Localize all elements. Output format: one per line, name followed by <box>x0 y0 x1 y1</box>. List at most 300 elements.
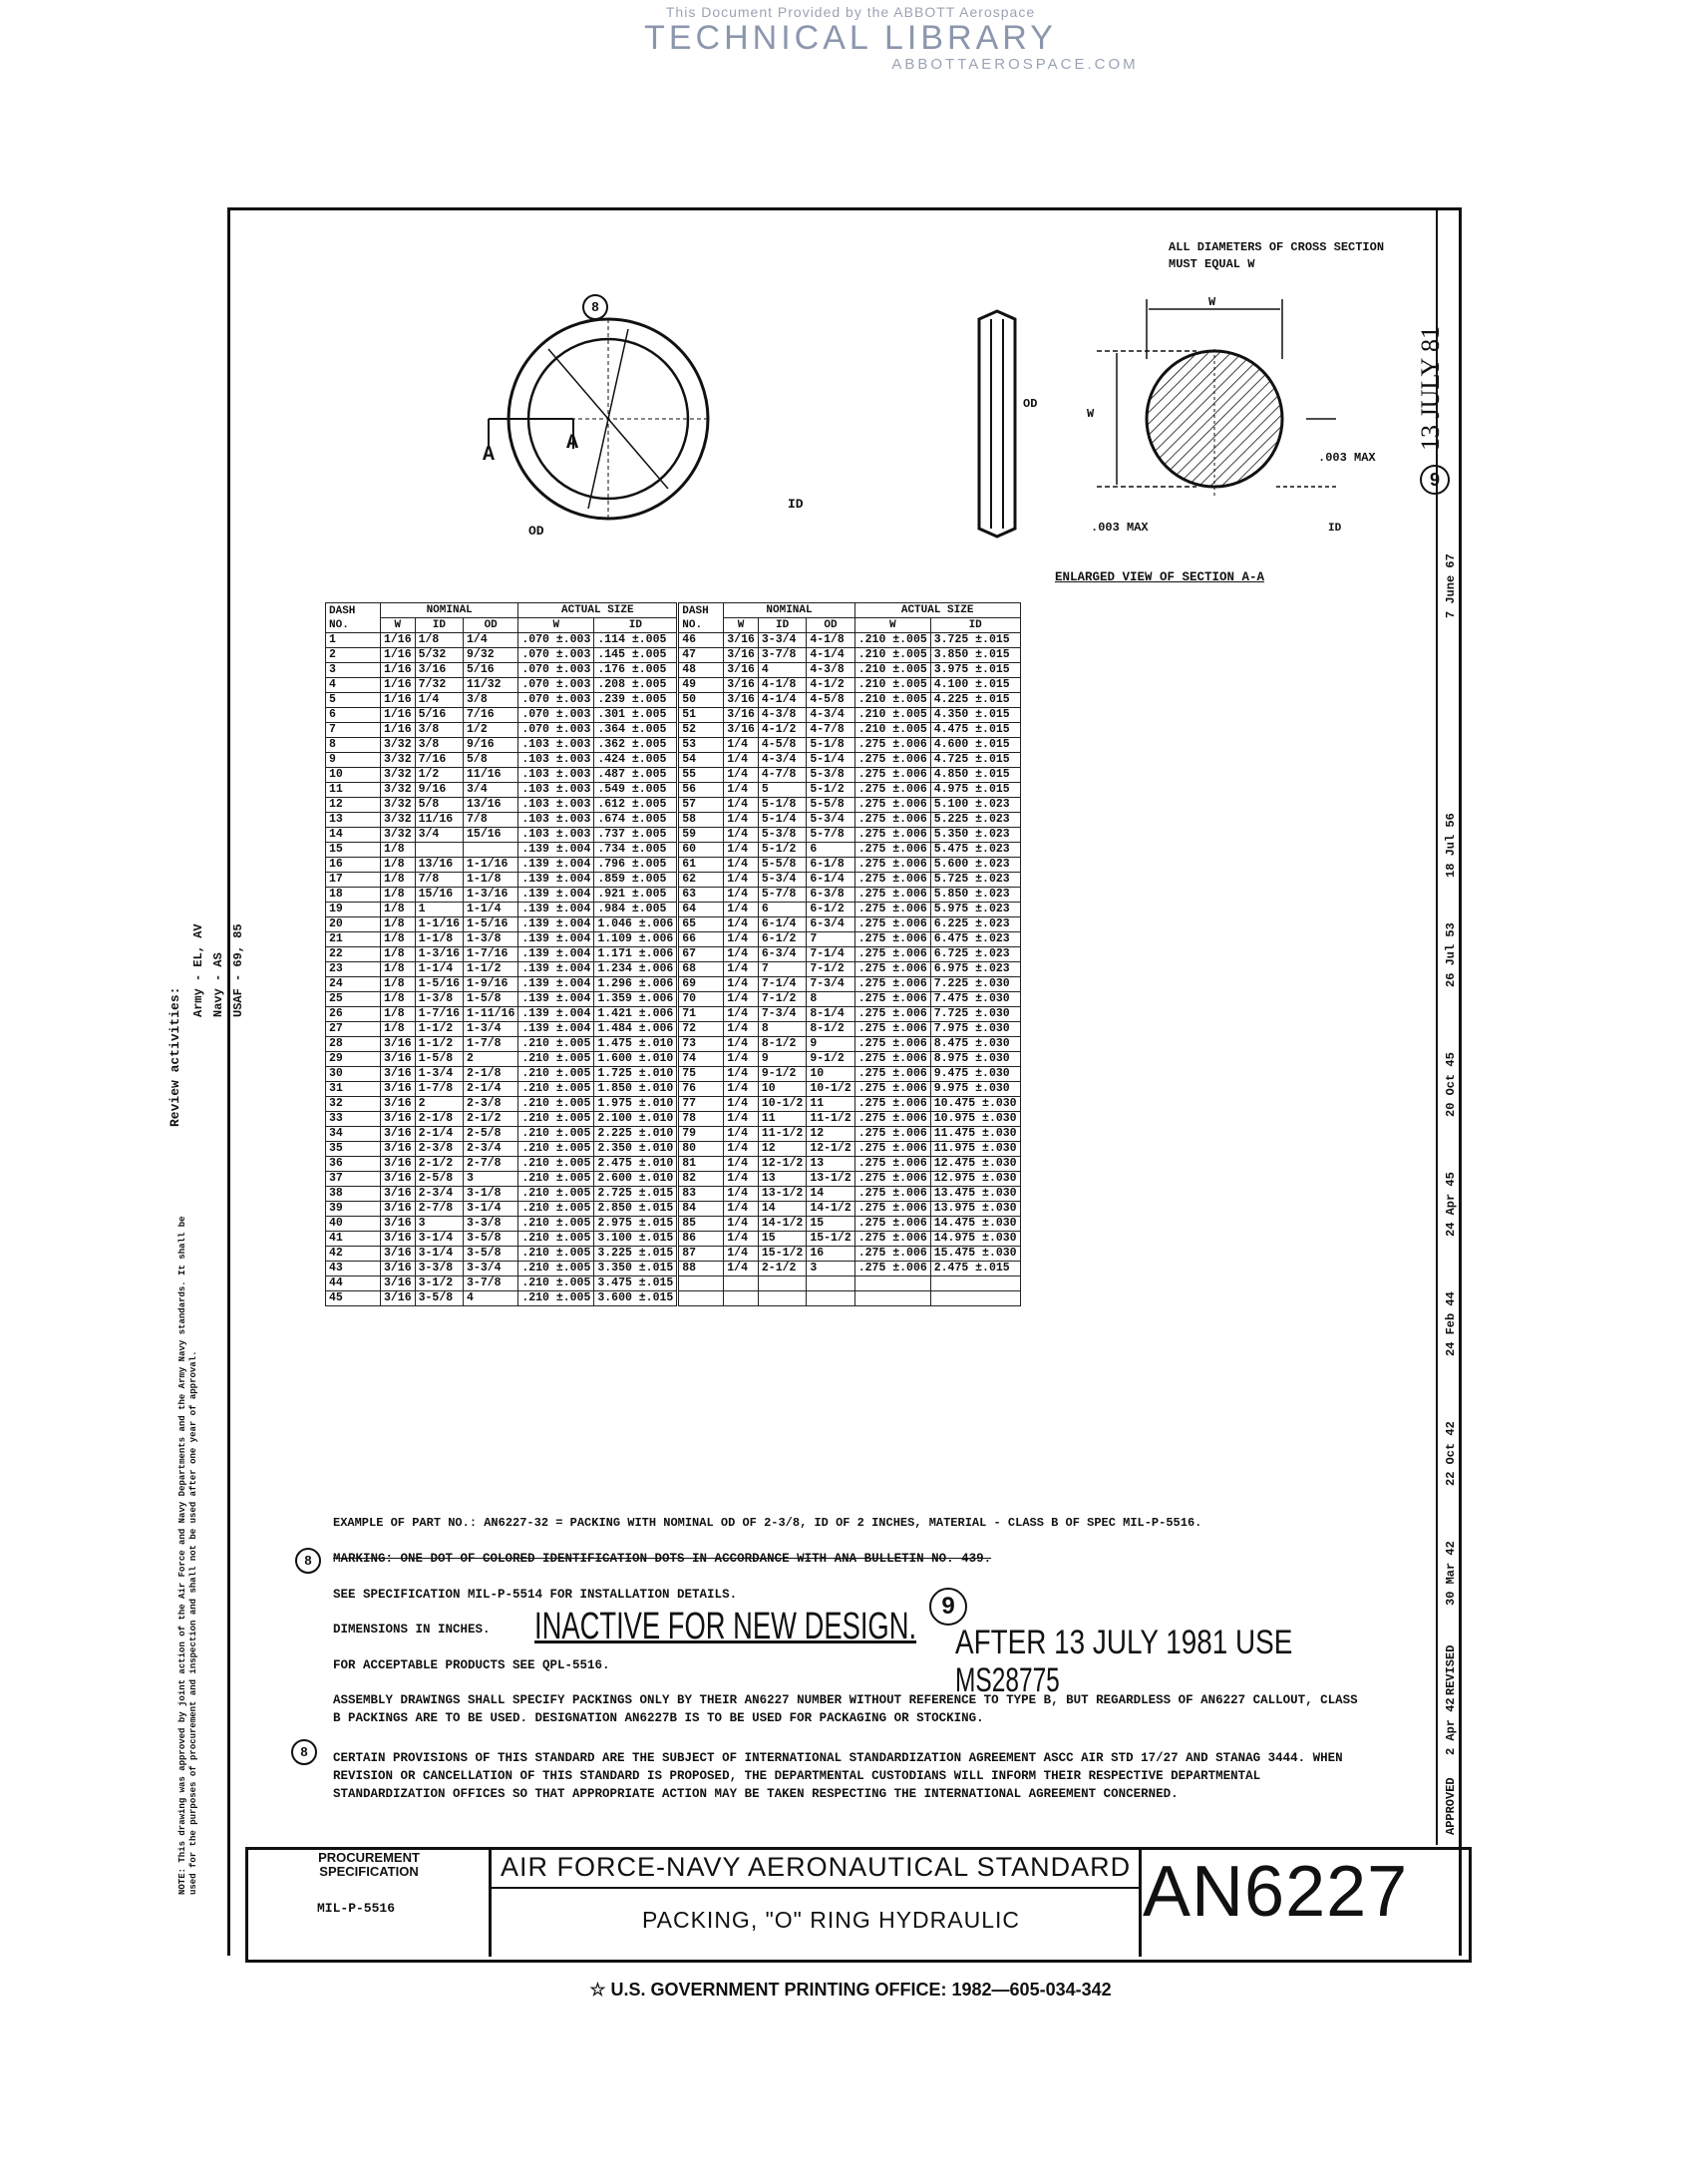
cell-left-act-id: .424 ±.005 <box>594 753 678 768</box>
cell-right-nom-w: 1/4 <box>724 813 759 828</box>
cell-left-act-id: 1.850 ±.010 <box>594 1082 678 1097</box>
cell-right-act-id: 8.975 ±.030 <box>930 1052 1020 1067</box>
cell-left-nom-id: 2-1/4 <box>415 1127 463 1142</box>
table-row <box>326 1232 1021 1247</box>
cell-right-nom-od: 4-1/8 <box>807 633 854 648</box>
cell-right-nom-id <box>758 1276 806 1291</box>
table-row <box>326 1276 1021 1291</box>
revision-9-date: 13 JULY 81 <box>1416 326 1445 451</box>
table-row <box>326 783 1021 798</box>
cell-right-act-id: 12.475 ±.030 <box>930 1157 1020 1172</box>
cell-right-nom-id: 4 <box>758 663 806 678</box>
cell-left-nom-od: 1/4 <box>464 633 518 648</box>
cell-left-dash: 39 <box>326 1202 381 1217</box>
cell-left-act-w: .070 ±.003 <box>518 693 594 708</box>
cell-right-act-w <box>854 1276 930 1291</box>
cell-left-nom-od: 2-5/8 <box>464 1127 518 1142</box>
cell-right-act-w: .275 ±.006 <box>854 1097 930 1112</box>
table-row <box>326 947 1021 962</box>
cell-right-nom-w: 1/4 <box>724 903 759 917</box>
cell-right-act-w <box>854 1291 930 1306</box>
header-actual-id: ID <box>594 618 678 633</box>
cell-right-dash: 67 <box>678 947 724 962</box>
cell-left-nom-id: 1-1/8 <box>415 932 463 947</box>
cell-right-act-w: .210 ±.005 <box>854 633 930 648</box>
cell-left-dash: 4 <box>326 678 381 693</box>
cell-right-nom-od: 7 <box>807 932 854 947</box>
cell-left-act-id: 1.975 ±.010 <box>594 1097 678 1112</box>
cell-right-nom-w <box>724 1276 759 1291</box>
cell-left-act-w: .070 ±.003 <box>518 648 594 663</box>
cell-left-dash: 41 <box>326 1232 381 1247</box>
cell-right-act-w: .275 ±.006 <box>854 768 930 783</box>
cell-left-act-id: 1.046 ±.006 <box>594 917 678 932</box>
marker-9-circle: 9 <box>929 1588 967 1626</box>
cell-right-dash: 69 <box>678 977 724 992</box>
cell-left-act-w: .210 ±.005 <box>518 1217 594 1232</box>
cell-left-act-w: .210 ±.005 <box>518 1082 594 1097</box>
cell-left-nom-od: 11/32 <box>464 678 518 693</box>
cell-left-act-w: .210 ±.005 <box>518 1232 594 1247</box>
cell-right-nom-w: 3/16 <box>724 678 759 693</box>
cell-right-act-w: .275 ±.006 <box>854 873 930 888</box>
cell-left-nom-w: 1/8 <box>381 992 416 1007</box>
cell-right-dash: 50 <box>678 693 724 708</box>
cell-left-nom-w: 3/32 <box>381 753 416 768</box>
cell-right-nom-od: 8 <box>807 992 854 1007</box>
header-od: OD <box>464 618 518 633</box>
table-row <box>326 723 1021 738</box>
revision-r2: 22 Oct 42 <box>1444 1421 1458 1486</box>
cell-left-dash: 42 <box>326 1247 381 1262</box>
cell-right-act-id: 4.850 ±.015 <box>930 768 1020 783</box>
cell-right-nom-id: 5-1/8 <box>758 798 806 813</box>
cell-left-nom-id: 1-1/4 <box>415 962 463 977</box>
cell-right-nom-od: 8-1/2 <box>807 1022 854 1037</box>
cell-left-nom-w: 3/16 <box>381 1232 416 1247</box>
header-actual-id-right: ID <box>930 618 1020 633</box>
cell-right-nom-id: 9-1/2 <box>758 1067 806 1082</box>
cell-right-nom-od: 8-1/4 <box>807 1007 854 1022</box>
cell-right-nom-od: 9 <box>807 1037 854 1052</box>
cell-left-act-id: .737 ±.005 <box>594 828 678 843</box>
cell-right-dash: 68 <box>678 962 724 977</box>
cell-right-nom-w: 1/4 <box>724 753 759 768</box>
cell-left-dash: 5 <box>326 693 381 708</box>
header-actual-w-right: W <box>854 618 930 633</box>
cell-left-nom-od: 7/8 <box>464 813 518 828</box>
cell-right-act-id: 11.975 ±.030 <box>930 1142 1020 1157</box>
cell-right-dash <box>678 1291 724 1306</box>
cell-right-nom-od: 12 <box>807 1127 854 1142</box>
cell-right-act-id: 3.975 ±.015 <box>930 663 1020 678</box>
cell-left-nom-id: 1-1/2 <box>415 1037 463 1052</box>
cell-left-nom-w: 3/16 <box>381 1262 416 1276</box>
cell-right-nom-w: 1/4 <box>724 798 759 813</box>
table-row <box>326 1202 1021 1217</box>
cell-left-act-id: 3.225 ±.015 <box>594 1247 678 1262</box>
cell-left-nom-w: 3/16 <box>381 1172 416 1187</box>
cell-left-nom-w: 1/8 <box>381 858 416 873</box>
cell-right-act-w: .275 ±.006 <box>854 1007 930 1022</box>
cell-left-nom-w: 3/16 <box>381 1097 416 1112</box>
table-row <box>326 1007 1021 1022</box>
cell-right-dash: 66 <box>678 932 724 947</box>
cell-right-act-w: .275 ±.006 <box>854 1127 930 1142</box>
revision-r4: 24 Apr 45 <box>1444 1172 1458 1237</box>
cell-right-nom-id: 4-3/4 <box>758 753 806 768</box>
cell-right-nom-w: 1/4 <box>724 1187 759 1202</box>
cell-right-dash: 62 <box>678 873 724 888</box>
cell-right-act-w: .275 ±.006 <box>854 813 930 828</box>
cell-left-act-w: .139 ±.004 <box>518 843 594 858</box>
cell-left-act-id: .734 ±.005 <box>594 843 678 858</box>
cell-right-dash: 76 <box>678 1082 724 1097</box>
cell-left-nom-id: 2 <box>415 1097 463 1112</box>
cell-left-nom-od: 1-1/16 <box>464 858 518 873</box>
cell-left-nom-id: 3-1/4 <box>415 1247 463 1262</box>
cell-right-act-id: 5.725 ±.023 <box>930 873 1020 888</box>
cell-left-nom-id: 1 <box>415 903 463 917</box>
cell-right-nom-id: 9 <box>758 1052 806 1067</box>
cell-right-act-w: .275 ±.006 <box>854 1217 930 1232</box>
cell-right-nom-id: 5-3/8 <box>758 828 806 843</box>
cell-right-nom-id: 13 <box>758 1172 806 1187</box>
cell-left-nom-w: 3/16 <box>381 1052 416 1067</box>
note-example: EXAMPLE OF PART NO.: AN6227-32 = PACKING WITH NOMINAL OD OF 2-3/8, ID OF 2 INCHES, MATERIAL - CLASS B OF SPEC MIL-P-5516. <box>333 1516 1202 1530</box>
cell-right-act-id: 4.225 ±.015 <box>930 693 1020 708</box>
cell-right-nom-w: 1/4 <box>724 1037 759 1052</box>
cell-left-nom-od: 1-1/8 <box>464 873 518 888</box>
cell-left-act-w: .070 ±.003 <box>518 678 594 693</box>
cell-right-nom-id: 2-1/2 <box>758 1262 806 1276</box>
cell-right-nom-id: 4-1/8 <box>758 678 806 693</box>
table-row <box>326 1097 1021 1112</box>
cell-left-dash: 29 <box>326 1052 381 1067</box>
cell-right-act-w: .275 ±.006 <box>854 798 930 813</box>
cell-left-nom-id: 2-5/8 <box>415 1172 463 1187</box>
cell-left-nom-od: 2-1/2 <box>464 1112 518 1127</box>
cell-left-nom-od: 1/2 <box>464 723 518 738</box>
cell-left-dash: 3 <box>326 663 381 678</box>
cell-left-act-w: .103 ±.003 <box>518 783 594 798</box>
cell-left-dash: 21 <box>326 932 381 947</box>
cell-right-act-id: 14.975 ±.030 <box>930 1232 1020 1247</box>
cell-right-nom-id: 6-1/4 <box>758 917 806 932</box>
cell-left-dash: 34 <box>326 1127 381 1142</box>
cell-right-act-w: .275 ±.006 <box>854 783 930 798</box>
library-line1: This Document Provided by the ABBOTT Aerospace <box>665 4 1036 20</box>
cell-right-nom-od: 5-5/8 <box>807 798 854 813</box>
cell-left-act-id: 1.475 ±.010 <box>594 1037 678 1052</box>
cell-left-act-w: .210 ±.005 <box>518 1276 594 1291</box>
cell-right-nom-w: 1/4 <box>724 738 759 753</box>
cell-right-nom-od: 14 <box>807 1187 854 1202</box>
cell-left-act-w: .210 ±.005 <box>518 1067 594 1082</box>
cell-right-dash: 77 <box>678 1097 724 1112</box>
revision-revised: REVISED <box>1444 1644 1458 1695</box>
cell-left-dash: 27 <box>326 1022 381 1037</box>
note-see-spec: SEE SPECIFICATION MIL-P-5514 FOR INSTALLATION DETAILS. <box>333 1588 738 1602</box>
cell-right-dash: 80 <box>678 1142 724 1157</box>
cell-left-act-w: .210 ±.005 <box>518 1157 594 1172</box>
cell-right-act-id: 5.600 ±.023 <box>930 858 1020 873</box>
cell-left-dash: 26 <box>326 1007 381 1022</box>
cell-right-dash: 82 <box>678 1172 724 1187</box>
table-row <box>326 1262 1021 1276</box>
cell-left-nom-id: 3/8 <box>415 738 463 753</box>
cell-left-act-id: 3.600 ±.015 <box>594 1291 678 1306</box>
section-title: ENLARGED VIEW OF SECTION A-A <box>1055 570 1265 584</box>
cell-left-nom-w: 1/8 <box>381 962 416 977</box>
cell-left-dash: 38 <box>326 1187 381 1202</box>
cell-right-act-id: 4.600 ±.015 <box>930 738 1020 753</box>
cell-left-act-id: .239 ±.005 <box>594 693 678 708</box>
label-a-right: A <box>566 432 579 455</box>
cell-left-nom-w: 3/16 <box>381 1127 416 1142</box>
cell-right-nom-id: 15-1/2 <box>758 1247 806 1262</box>
cell-right-nom-id: 7-3/4 <box>758 1007 806 1022</box>
cell-right-act-id: 8.475 ±.030 <box>930 1037 1020 1052</box>
cell-right-nom-id: 7-1/2 <box>758 992 806 1007</box>
cell-right-act-id: 11.475 ±.030 <box>930 1127 1020 1142</box>
cell-right-nom-od: 5-3/8 <box>807 768 854 783</box>
cell-left-act-id: 2.975 ±.015 <box>594 1217 678 1232</box>
cell-left-nom-id: 1-3/16 <box>415 947 463 962</box>
cell-left-nom-w: 3/32 <box>381 768 416 783</box>
cell-left-nom-id: 1-5/8 <box>415 1052 463 1067</box>
cell-right-act-id <box>930 1291 1020 1306</box>
cell-left-nom-w: 3/32 <box>381 813 416 828</box>
cell-right-dash: 83 <box>678 1187 724 1202</box>
cell-right-act-id: 14.475 ±.030 <box>930 1217 1020 1232</box>
cell-left-nom-id: 2-3/8 <box>415 1142 463 1157</box>
cell-left-act-w: .210 ±.005 <box>518 1291 594 1306</box>
cell-left-nom-id: 7/8 <box>415 873 463 888</box>
cell-right-act-id: 10.975 ±.030 <box>930 1112 1020 1127</box>
cell-left-nom-id <box>415 843 463 858</box>
cell-right-nom-id: 10 <box>758 1082 806 1097</box>
cell-left-nom-w: 3/16 <box>381 1112 416 1127</box>
cell-right-nom-od: 16 <box>807 1247 854 1262</box>
table-row <box>326 977 1021 992</box>
revision-r6: 26 Jul 53 <box>1444 922 1458 987</box>
cell-left-dash: 17 <box>326 873 381 888</box>
cell-left-act-id: .208 ±.005 <box>594 678 678 693</box>
cell-right-nom-w: 1/4 <box>724 1202 759 1217</box>
cell-left-act-w: .103 ±.003 <box>518 753 594 768</box>
cell-right-nom-w: 1/4 <box>724 1097 759 1112</box>
cell-left-nom-w: 1/8 <box>381 1022 416 1037</box>
cell-right-act-w: .210 ±.005 <box>854 723 930 738</box>
cell-right-nom-id: 5-1/2 <box>758 843 806 858</box>
cell-left-nom-id: 15/16 <box>415 888 463 903</box>
cell-right-nom-w: 1/4 <box>724 1217 759 1232</box>
cell-left-nom-w: 3/32 <box>381 798 416 813</box>
cell-left-nom-od: 1-1/4 <box>464 903 518 917</box>
cell-right-nom-od: 4-7/8 <box>807 723 854 738</box>
cell-right-nom-w: 1/4 <box>724 917 759 932</box>
note-certain: CERTAIN PROVISIONS OF THIS STANDARD ARE THE SUBJECT OF INTERNATIONAL STANDARDIZATION AGREEMENT ASCC AIR STD 17/27 AND STANAG 3444. WHEN REVISION OR CANCELLATION OF THIS STANDARD IS PROPOSED, THE DEPARTMENTAL CUSTODIANS WILL INFORM THEIR RESPECTIVE DEPARTMENTAL STANDARDIZATION OFFICES SO THAT APPROPRIATE ACTION MAY BE TAKEN RESPECTING THE INTERNATIONAL AGREEMENT CONCERNED. <box>333 1751 1343 1801</box>
cell-right-nom-w: 1/4 <box>724 962 759 977</box>
table-row <box>326 708 1021 723</box>
header-dash: DASH NO. <box>326 603 381 633</box>
cell-left-dash: 20 <box>326 917 381 932</box>
cell-left-dash: 43 <box>326 1262 381 1276</box>
cell-left-act-w: .139 ±.004 <box>518 903 594 917</box>
cell-right-nom-od: 6-1/4 <box>807 873 854 888</box>
cell-right-act-w: .275 ±.006 <box>854 858 930 873</box>
cell-right-dash: 78 <box>678 1112 724 1127</box>
cell-left-act-w: .210 ±.005 <box>518 1112 594 1127</box>
cell-left-act-id: 1.296 ±.006 <box>594 977 678 992</box>
cell-left-nom-id: 2-3/4 <box>415 1187 463 1202</box>
cell-right-nom-w: 1/4 <box>724 1247 759 1262</box>
cell-right-act-w: .275 ±.006 <box>854 1157 930 1172</box>
title-block-divider <box>489 1887 1139 1889</box>
cell-right-nom-w: 1/4 <box>724 888 759 903</box>
cell-left-act-id: 1.359 ±.006 <box>594 992 678 1007</box>
cell-right-nom-w: 1/4 <box>724 1142 759 1157</box>
cell-left-dash: 11 <box>326 783 381 798</box>
cell-left-nom-id: 7/32 <box>415 678 463 693</box>
cell-right-nom-w: 1/4 <box>724 843 759 858</box>
ring-side-view <box>957 309 1037 539</box>
size-table <box>325 602 1021 1306</box>
legal-note: NOTE: This drawing was approved by joint action of the Air Force and Navy Departments and the Army Navy standards. It shall be used for the purposes of procurement and inspection and shall not be used after one year of approval. <box>177 1216 198 1895</box>
table-row <box>326 1037 1021 1052</box>
revision-r8: 7 June 67 <box>1444 553 1458 618</box>
cell-left-nom-id: 7/16 <box>415 753 463 768</box>
table-row <box>326 903 1021 917</box>
header-actual: ACTUAL SIZE <box>518 603 678 618</box>
cell-right-dash: 84 <box>678 1202 724 1217</box>
table-row <box>326 1247 1021 1262</box>
cell-left-nom-w: 3/16 <box>381 1202 416 1217</box>
cell-right-dash: 85 <box>678 1217 724 1232</box>
cell-right-act-id: 5.850 ±.023 <box>930 888 1020 903</box>
cell-left-act-w: .210 ±.005 <box>518 1142 594 1157</box>
cell-left-act-id: .114 ±.005 <box>594 633 678 648</box>
cell-right-nom-od: 10 <box>807 1067 854 1082</box>
table-row <box>326 873 1021 888</box>
marker-8-certain: 8 <box>291 1739 317 1765</box>
cell-right-nom-id: 7 <box>758 962 806 977</box>
cell-left-act-w: .139 ±.004 <box>518 962 594 977</box>
cell-left-nom-id: 3-5/8 <box>415 1291 463 1306</box>
cell-left-nom-w: 1/8 <box>381 932 416 947</box>
cell-left-nom-od: 1-3/8 <box>464 932 518 947</box>
cell-left-act-id: .301 ±.005 <box>594 708 678 723</box>
cell-left-act-w: .103 ±.003 <box>518 813 594 828</box>
cell-right-nom-id: 5-7/8 <box>758 888 806 903</box>
cell-left-act-id: .362 ±.005 <box>594 738 678 753</box>
cell-left-act-w: .139 ±.004 <box>518 873 594 888</box>
cell-right-nom-od: 9-1/2 <box>807 1052 854 1067</box>
cell-left-act-id: .921 ±.005 <box>594 888 678 903</box>
cell-left-nom-id: 1-1/2 <box>415 1022 463 1037</box>
cell-left-nom-id: 3-1/4 <box>415 1232 463 1247</box>
cell-left-nom-od: 9/32 <box>464 648 518 663</box>
cell-right-nom-w: 3/16 <box>724 663 759 678</box>
cell-left-nom-w: 1/16 <box>381 693 416 708</box>
cell-left-dash: 8 <box>326 738 381 753</box>
gpo-footer: ☆ U.S. GOVERNMENT PRINTING OFFICE: 1982—605-034-342 <box>589 1980 1112 2000</box>
cell-right-nom-id: 12-1/2 <box>758 1157 806 1172</box>
cell-left-nom-od: 3-7/8 <box>464 1276 518 1291</box>
cell-right-nom-id: 14-1/2 <box>758 1217 806 1232</box>
cell-right-nom-w: 1/4 <box>724 947 759 962</box>
cell-right-dash: 54 <box>678 753 724 768</box>
table-row <box>326 1217 1021 1232</box>
cell-right-act-id: 5.475 ±.023 <box>930 843 1020 858</box>
marker-8-marking: 8 <box>295 1548 321 1574</box>
cell-right-nom-w: 1/4 <box>724 1007 759 1022</box>
cell-left-act-id: .487 ±.005 <box>594 768 678 783</box>
cell-right-nom-w: 1/4 <box>724 977 759 992</box>
review-army: Army - EL, AV <box>191 923 205 1017</box>
cell-right-nom-id: 12 <box>758 1142 806 1157</box>
cell-left-nom-id: 2-7/8 <box>415 1202 463 1217</box>
cell-left-act-id: 3.475 ±.015 <box>594 1276 678 1291</box>
cell-right-nom-od: 5-3/4 <box>807 813 854 828</box>
cell-right-nom-id: 11-1/2 <box>758 1127 806 1142</box>
cell-right-nom-w: 1/4 <box>724 768 759 783</box>
cell-right-act-id: 5.350 ±.023 <box>930 828 1020 843</box>
cell-left-act-id: 2.350 ±.010 <box>594 1142 678 1157</box>
cell-right-nom-od: 4-1/4 <box>807 648 854 663</box>
cell-right-act-w: .275 ±.006 <box>854 977 930 992</box>
cell-left-dash: 13 <box>326 813 381 828</box>
standard-number: AN6227 <box>1143 1852 1409 1932</box>
cell-left-act-id: 1.484 ±.006 <box>594 1022 678 1037</box>
cell-left-dash: 37 <box>326 1172 381 1187</box>
after-date-notice: AFTER 13 JULY 1981 USE <box>955 1624 1293 1661</box>
table-row <box>326 813 1021 828</box>
header-dash-right: DASH NO. <box>678 603 724 633</box>
cell-right-nom-w: 1/4 <box>724 1172 759 1187</box>
cell-left-nom-od: 5/8 <box>464 753 518 768</box>
cell-right-act-w: .275 ±.006 <box>854 1232 930 1247</box>
cell-left-act-id: .796 ±.005 <box>594 858 678 873</box>
cell-right-nom-od: 5-7/8 <box>807 828 854 843</box>
label-max-bottom: .003 MAX <box>1091 521 1149 535</box>
cell-right-nom-od: 13-1/2 <box>807 1172 854 1187</box>
cell-left-nom-od: 2-3/8 <box>464 1097 518 1112</box>
cell-right-nom-id: 4-3/8 <box>758 708 806 723</box>
cell-left-nom-id: 3/16 <box>415 663 463 678</box>
cell-left-nom-w: 1/8 <box>381 903 416 917</box>
cell-left-dash: 16 <box>326 858 381 873</box>
cell-left-dash: 45 <box>326 1291 381 1306</box>
cell-right-nom-id: 3-7/8 <box>758 648 806 663</box>
cell-left-dash: 22 <box>326 947 381 962</box>
cell-left-act-w: .070 ±.003 <box>518 708 594 723</box>
cell-right-act-w: .210 ±.005 <box>854 708 930 723</box>
cell-right-nom-od: 4-5/8 <box>807 693 854 708</box>
cell-left-nom-od <box>464 843 518 858</box>
cell-left-dash: 9 <box>326 753 381 768</box>
cell-right-act-id: 3.850 ±.015 <box>930 648 1020 663</box>
cell-left-act-w: .210 ±.005 <box>518 1127 594 1142</box>
cell-right-nom-w: 1/4 <box>724 1052 759 1067</box>
header-od-right: OD <box>807 618 854 633</box>
cell-left-nom-od: 1-5/16 <box>464 917 518 932</box>
cell-left-dash: 35 <box>326 1142 381 1157</box>
cell-left-dash: 6 <box>326 708 381 723</box>
revision-approved-date: 2 Apr 42 <box>1444 1697 1458 1755</box>
cell-right-dash: 59 <box>678 828 724 843</box>
